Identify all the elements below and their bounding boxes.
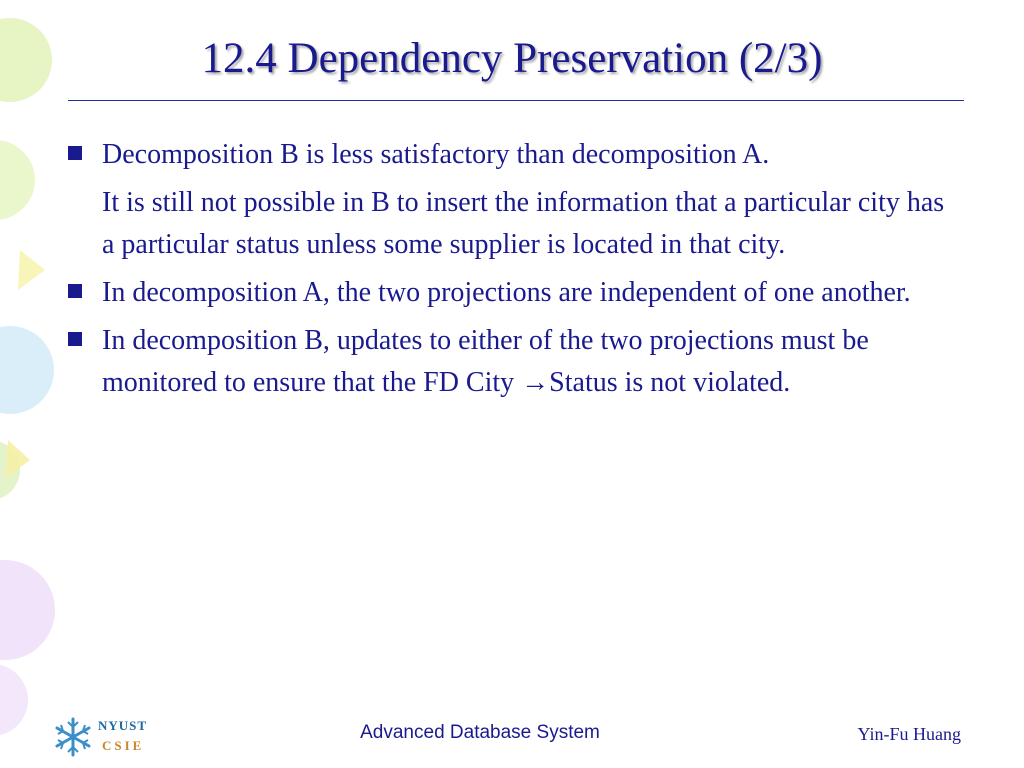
footer-author: Yin-Fu Huang	[857, 724, 961, 744]
slide-body	[68, 134, 948, 410]
decorative-side-pattern	[0, 0, 60, 768]
snowflake-logo-icon	[52, 716, 94, 758]
square-bullet-icon	[68, 284, 82, 298]
bullet-item-2	[68, 272, 948, 314]
logo-line-1: NYUST	[98, 718, 148, 733]
footer-course-title: Advanced Database System	[360, 722, 600, 743]
bullet-item-1	[68, 134, 948, 176]
square-bullet-icon	[68, 332, 82, 346]
slide-title: 12.4 Dependency Preservation (2/3)	[201, 35, 823, 82]
bullet-continuation-1: It is still not possible in B to insert the information that a particular city has a particular status unless some supplier is located in that city.	[102, 187, 945, 260]
bullet-item-3	[68, 320, 948, 404]
bullet-text-1: Decomposition B is less satisfactory than decomposition A.	[102, 139, 770, 170]
title-divider	[68, 100, 964, 101]
bullet-text-2: In decomposition A, the two projections are independent of one another.	[102, 277, 911, 308]
logo-line-2: CSIE	[102, 738, 145, 753]
nyust-csie-logo	[52, 716, 162, 760]
bullet-text-3: In decomposition B, updates to either of the two projections must be monitored to ensure that the FD City →Status is not violated.	[102, 325, 869, 398]
square-bullet-icon	[68, 146, 82, 160]
